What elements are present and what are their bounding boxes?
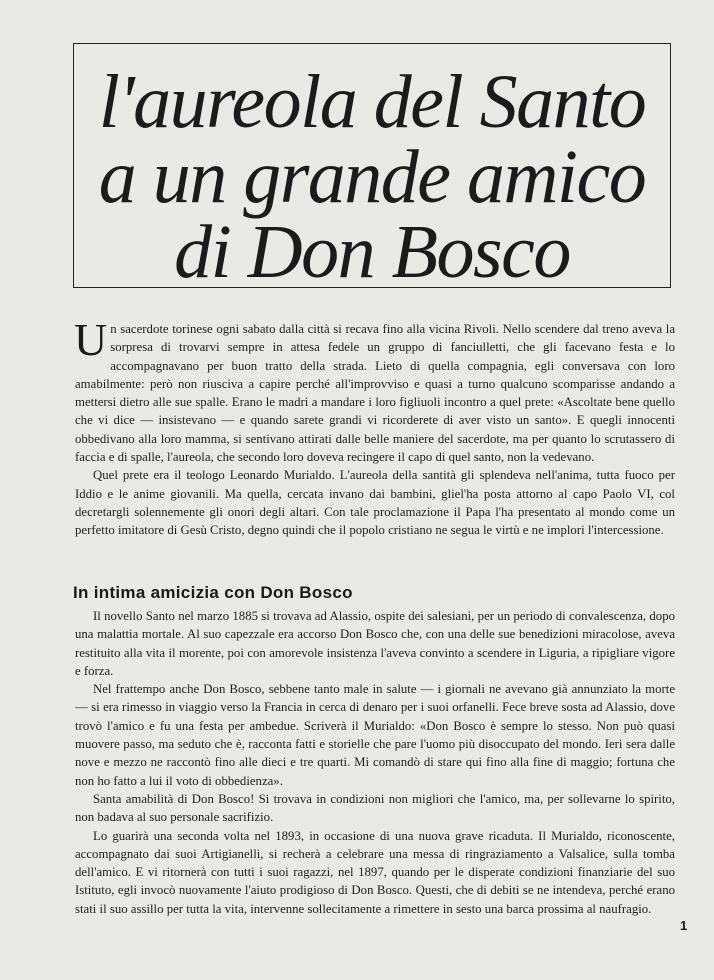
- intro-paragraph-1: [74, 314, 675, 466]
- title-line-3: di Don Bosco: [174, 210, 570, 294]
- intro-paragraph-2: Quel prete era il teologo Leonardo Murialdo. L'aureola della santità gli splendeva nell'anima, tutta fuoco per Iddio e le anime giovanili. Ma quella, cercata invano dai bambini, gliel'ha posta attorno al capo Paolo VI, col decretargli solennemente gli onori degli altari. Con tale proclamazione il Papa l'ha presentato al mondo come un perfetto imitatore di Gesù Cristo, degno quindi che il popolo cristiano ne segua le virtù e ne implori l'intercessione.: [75, 468, 675, 538]
- section-paragraph-1: Il novello Santo nel marzo 1885 si trovava ad Alassio, ospite dei salesiani, per un periodo di convalescenza, dopo una malattia mortale. Al suo capezzale era accorso Don Bosco che, con una delle sue benedizioni miracolose, aveva restituito alla vita il morente, poi con amorevole insistenza l'aveva convinto a scendere in Liguria, a ripigliare vigore e forza.: [75, 609, 675, 678]
- page-number: 1: [680, 918, 688, 933]
- section-paragraph-3: Santa amabilità di Don Bosco! Si trovava in condizioni non migliori che l'amico, ma, per sollevarne lo spirito, non badava al suo personale sacrifizio.: [75, 791, 675, 825]
- intro-paragraph-1-text: n sacerdote torinese ogni sabato dalla città si recava fino alla vicina Rivoli. Nello scendere dal treno aveva la sorpresa di trovarvi sempre in attesa fedele un gruppo di fanciulletti, che gli facevano festa e lo accompagnavano per buon tratto della strada. Lieto di quella compagnia, egli conversava con loro amabilmente: però non riusciva a capire perché all'improvviso e quasi a turno qualcuno scomparisse andando a mettersi dietro alle sue spalle. Erano le madri a mandare i loro figliuoli incontro a quel prete: «Ascoltate bene quello che vi dice — insistevano — e quando sarete grandi vi ricorderete di aver visto un santo». E quegli innocenti obbedivano alla loro mamma, si sentivano attirati dalle belle maniere del sacerdote, ma per quanto lo scrutassero di faccia e di spalle, l'aureola, che secondo loro doveva recingere il capo di quel santo, non la vedevano.: [75, 322, 675, 465]
- title-line-1: l'aureola del Santo: [98, 60, 646, 144]
- section-paragraph-4: Lo guarirà una seconda volta nel 1893, in occasione di una nuova grave ricaduta. Il Murialdo, riconoscente, accompagnato dai suoi Artigianelli, si recherà a celebrare una messa di ringraziamento a Valsalice, sulla tomba dell'amico. E vi ritornerà con tutti i suoi ragazzi, nel 1897, quando per le disperate condizioni finanziarie del suo Istituto, egli invocò nuovamente l'aiuto prodigioso di Don Bosco. Questi, che di debiti se ne intendeva, perché erano stati il suo assillo per tutta la vita, intervenne sollecitamente a rimettere in sesto una barca prossima al naufragio.: [75, 828, 675, 916]
- drop-cap: U: [74, 314, 108, 365]
- section-paragraph-2: Nel frattempo anche Don Bosco, sebbene tanto male in salute — i giornali ne avevano già annunziato la morte — si era rimesso in viaggio verso la Francia in cerca di denaro per i suoi orfanelli. Fece breve sosta ad Alassio, dove trovò l'amico e fu una festa per ambedue. Scriverà il Murialdo: «Don Bosco è sempre lo stesso. Non può quasi muovere passo, ma seduto che è, racconta fatti e storielle che pare l'uomo più disoccupato del mondo. Ieri sera dalle nove e mezzo ne raccontò fino alle dieci e tre quarti. Mi comandò di stare qui fino alla fine di maggio; fortuna che non ho fatto a lui il voto di obbedienza».: [75, 682, 675, 788]
- section-heading: In intima amicizia con Don Bosco: [73, 583, 353, 602]
- title-line-2: a un grande amico: [98, 135, 646, 219]
- title-box: [73, 43, 671, 294]
- section-text: [75, 607, 675, 918]
- intro-text: [74, 314, 675, 540]
